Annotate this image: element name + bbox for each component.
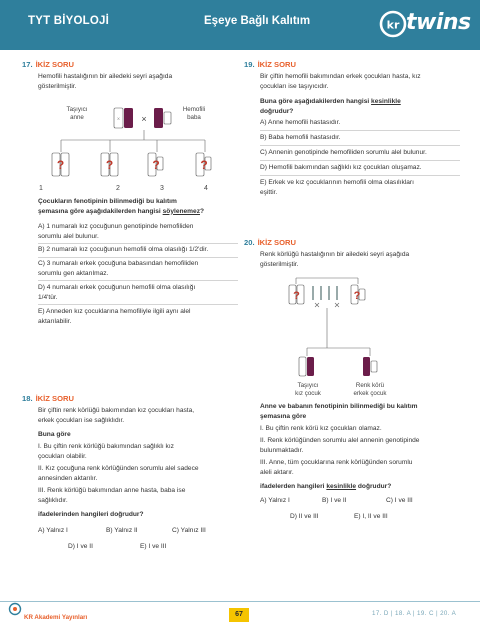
child-3-symbol xyxy=(148,153,163,176)
q18-option-b[interactable]: B) Yalnız II xyxy=(106,527,138,534)
q18-heading xyxy=(22,394,74,403)
q20-option-a[interactable]: A) Yalnız I xyxy=(260,497,290,504)
q18-option-e[interactable]: E) I ve III xyxy=(140,543,167,550)
footer-divider xyxy=(0,601,480,602)
badge-text: kr xyxy=(386,18,400,32)
q20-heading xyxy=(244,238,296,247)
mother-unknown: ? xyxy=(293,290,300,302)
q17-option-a[interactable]: A) 1 numaralı kız çocuğunun genotipinde hemofiliden sorumlu alel bulunur. xyxy=(38,223,194,240)
q17-option-c[interactable]: C) 3 numaralı erkek çocuğuna babasından hemofiliden sorumlu gen aktarılmaz. xyxy=(38,260,199,277)
q17-intro: Hemofili hastalığının bir ailedeki seyri aşağıda gösterilmiştir. xyxy=(38,73,173,90)
q17-tag: İKİZ SORU xyxy=(35,60,74,69)
cross-sign: × xyxy=(141,114,147,124)
q18-question: ifadelerinden hangileri doğrudur? xyxy=(38,511,144,518)
topic-title: Eşeye Bağlı Kalıtım xyxy=(204,15,311,27)
answer-key: 17. D | 18. A | 19. C | 20. A xyxy=(372,610,457,617)
child-number-1: 1 xyxy=(39,185,43,192)
colorblind-boy-label: Renk körü erkek çocuk xyxy=(353,382,387,397)
hemophilia-father-label: Hemofili baba xyxy=(182,106,206,121)
q19-option-a[interactable]: A) Anne hemofili hastasıdır. xyxy=(260,119,341,126)
q20-tag: İKİZ SORU xyxy=(257,238,296,247)
q18-option-c[interactable]: C) Yalnız III xyxy=(172,527,206,534)
child-2-symbol xyxy=(101,153,118,176)
q19-tag: İKİZ SORU xyxy=(257,60,296,69)
child-4-symbol xyxy=(196,153,211,176)
father-unknown: ? xyxy=(353,290,361,302)
publisher-logo-icon xyxy=(8,602,22,616)
subject-title: TYT BİYOLOJİ xyxy=(28,15,109,27)
q18-option-a[interactable]: A) Yalnız I xyxy=(38,527,68,534)
q18-given: Buna göre xyxy=(38,431,71,438)
q19-option-b[interactable]: B) Baba hemofili hastasıdır. xyxy=(260,134,341,141)
q20-stem: Anne ve babanın fenotipinin bilinmediği bu kalıtım şemasına göre xyxy=(260,403,418,420)
q17-stem: Çocukların fenotipinin bilinmediği bu kalıtım şemasına göre aşağıdakilerden hangisi söylenemez? xyxy=(38,198,205,215)
q18-statement-2: II. Kız çocuğuna renk körlüğünden sorumlu alel sadece annesinden aktarılır. xyxy=(38,465,199,482)
q20-option-d[interactable]: D) II ve III xyxy=(290,513,319,520)
q20-pedigree xyxy=(289,278,377,376)
q20-option-c[interactable]: C) I ve III xyxy=(386,497,413,504)
carrier-girl-label: Taşıyıcı kız çocuk xyxy=(295,382,321,397)
logo-word: twins xyxy=(406,10,471,35)
q18-intro: Bir çiftin renk körlüğü bakımından kız çocukları hasta, erkek çocukları ise sağlıklıdır. xyxy=(38,407,195,424)
q19-option-c[interactable]: C) Annenin genotipinde hemofiliden sorumlu alel bulunur. xyxy=(260,149,427,156)
q20-number: 20. xyxy=(244,238,255,247)
q19-stem: Buna göre aşağıdakilerden hangisi kesinlikle doğrudur? xyxy=(260,98,401,115)
q19-option-d[interactable]: D) Hemofili bakımından sağlıklı kız çocukları oluşamaz. xyxy=(260,164,422,171)
q19-option-e[interactable]: E) Erkek ve kız çocuklarının hemofili olma olasılıkları eşittir. xyxy=(260,179,414,196)
svg-text:?: ? xyxy=(152,158,160,172)
svg-text:?: ? xyxy=(56,158,65,172)
q19-number: 19. xyxy=(244,60,255,69)
q20-statement-2: II. Renk körlüğünden sorumlu alel annenin genotipinde bulunmaktadır. xyxy=(260,437,420,454)
q17-number: 17. xyxy=(22,60,33,69)
q18-number: 18. xyxy=(22,394,33,403)
q18-statement-1: I. Bu çiftin renk körlüğü bakımından sağlıklı kız çocukları olabilir. xyxy=(38,443,174,460)
q17-option-d[interactable]: D) 4 numaralı erkek çocuğunun hemofili olma olasılığı 1/4'tür. xyxy=(38,284,196,301)
child-1-symbol xyxy=(52,153,69,176)
q20-intro: Renk körlüğü hastalığının bir ailedeki seyri aşağıda gösterilmiştir. xyxy=(260,251,410,268)
child-number-4: 4 xyxy=(204,185,208,192)
hemophilia-father-symbol xyxy=(154,108,171,128)
carrier-mother-symbol xyxy=(114,108,133,128)
svg-text:?: ? xyxy=(105,158,114,172)
q20-statement-1: I. Bu çiftin renk körü kız çocukları olamaz. xyxy=(260,425,382,432)
page-number: 67 xyxy=(229,608,249,622)
q20-question: ifadelerden hangileri kesinlikle doğrudur? xyxy=(260,483,392,490)
q19-intro: Bir çiftin hemofili bakımından erkek çocukları hasta, kız çocukları ise taşıyıcıdır. xyxy=(260,73,421,90)
svg-text:X: X xyxy=(117,116,120,121)
q18-statement-3: III. Renk körlüğü bakımından anne hasta, baba ise sağlıklıdır. xyxy=(38,487,186,504)
q19-heading xyxy=(244,60,296,69)
q17-option-e[interactable]: E) Anneden kız çocuklarına hemofiliyle ilgili aynı alel aktarılabilir. xyxy=(38,308,191,325)
carrier-mother-label: Taşıyıcı anne xyxy=(66,106,88,121)
publisher-name: KR Akademi Yayınları xyxy=(24,614,88,621)
svg-text:?: ? xyxy=(200,158,208,172)
q20-statement-3: III. Anne, tüm çocuklarına renk körlüğünden sorumlu aleli aktarır. xyxy=(260,459,413,476)
q18-tag: İKİZ SORU xyxy=(35,394,74,403)
child-number-2: 2 xyxy=(116,185,120,192)
q20-option-b[interactable]: B) I ve II xyxy=(322,497,347,504)
q17-option-b[interactable]: B) 2 numaralı kız çocuğunun hemofili olma olasılığı 1/2'dir. xyxy=(38,246,209,253)
q18-option-d[interactable]: D) I ve II xyxy=(68,543,93,550)
child-number-3: 3 xyxy=(160,185,164,192)
q20-option-e[interactable]: E) I, II ve III xyxy=(354,513,388,520)
